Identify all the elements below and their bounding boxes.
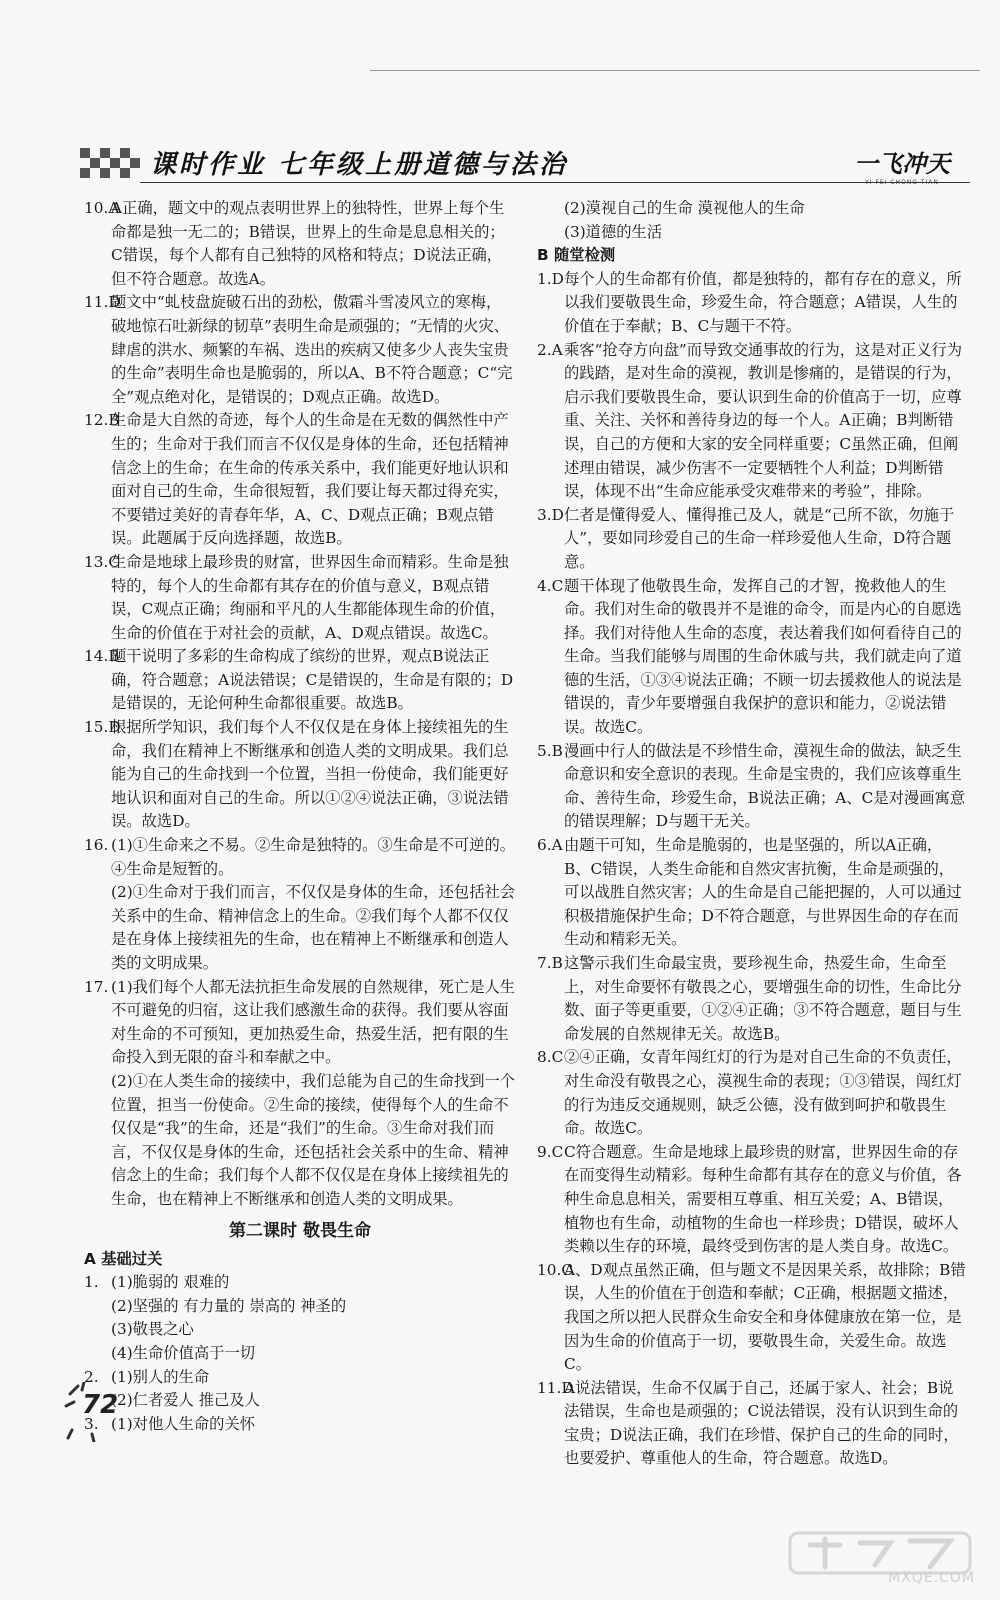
answer-number: 10.A bbox=[84, 199, 120, 217]
answer-line: (1)脆弱的 艰难的 bbox=[111, 1273, 230, 1292]
answer-item bbox=[537, 834, 967, 952]
answer-number: 7.B bbox=[537, 954, 563, 972]
answer-line: (3)敬畏之心 bbox=[111, 1320, 194, 1339]
corner-watermark-text: MXQE.COM bbox=[888, 1570, 975, 1586]
answer-number: 16. bbox=[84, 836, 109, 855]
answer-line: (1)别人的生命 bbox=[111, 1367, 210, 1386]
answer-item bbox=[84, 291, 516, 409]
answer-item bbox=[537, 952, 967, 1046]
answer-text: 仁者是懂得爱人、懂得推己及人，就是“己所不欲，勿施于人”，要如同珍爱自己的生命一样珍爱他人生命，D符合题意。 bbox=[564, 505, 955, 571]
answer-number: 15.D bbox=[84, 718, 121, 737]
answer-item bbox=[537, 268, 967, 339]
answer-item bbox=[84, 409, 516, 551]
right-column bbox=[537, 197, 967, 1471]
answer-text: 题文中“虬枝盘旋破石出的劲松，傲霜斗雪凌风立的寒梅，破地惊石吐新绿的韧草”表明生命是顽强的；“无情的火灾、肆虐的洪水、频繁的车祸、迭出的疾病又使多少人丧失宝贵的生命”表明生命也是脆弱的，所以A、B不符合题意；C“完全”观点绝对化，是错误的；D观点正确。故选D。 bbox=[111, 293, 513, 406]
answer-text: 漫画中行人的做法是不珍惜生命，漠视生命的做法，缺乏生命意识和安全意识的表现。生命是宝贵的，我们应该尊重生命、善待生命，珍爱生命，B说法正确；A、C是对漫画寓意的错误理解；D与题干无关。 bbox=[564, 741, 966, 831]
subsection-a-title: A 基础过关 bbox=[84, 1249, 163, 1268]
answer-item bbox=[84, 645, 516, 716]
continued-line: (3)道德的生活 bbox=[564, 222, 663, 241]
answer-number: 11.D bbox=[84, 293, 121, 312]
answer-item bbox=[537, 339, 967, 504]
brand-logo bbox=[854, 144, 950, 186]
answer-item bbox=[537, 740, 967, 834]
page-number: 72 bbox=[82, 1390, 119, 1420]
answer-text: 生命是地球上最珍贵的财富，世界因生命而精彩。生命是独特的，每个人的生命都有其存在的价值与意义，B观点错误，C观点正确；绚丽和平凡的人生都能体现生命的价值，生命的价值在于对社会的贡献，A、D观点错误。故选C。 bbox=[111, 552, 509, 642]
left-answer-list bbox=[84, 197, 516, 834]
answer-text: A、D观点虽然正确，但与题文不是因果关系，故排除；B错误，人生的价值在于创造和奉献；C正确，根据题文描述，我国之所以把人民群众生命安全和身体健康放在第一位，是因为生命的价值高于一切，要敬畏生命，关爱生命。故选C。 bbox=[564, 1260, 966, 1374]
answer-number: 13.C bbox=[84, 552, 121, 571]
answer-text: A说法错误，生命不仅属于自己，还属于家人、社会；B说法错误，生命也是顽强的；C说法错误，没有认识到生命的宝贵；D说法正确，我们在珍惜、保护自己的生命的同时，也要爱护、尊重他人的生命，符合题意。故选D。 bbox=[564, 1378, 959, 1468]
answer-16-part-1: (1)①生命来之不易。②生命是独特的。③生命是不可逆的。④生命是短暂的。 bbox=[111, 836, 516, 878]
answer-item bbox=[537, 1141, 967, 1259]
answer-text: 乘客“抢夺方向盘”而导致交通事故的行为，这是对正义行为的践踏，是对生命的漠视，教训是惨痛的，是错误的行为，启示我们要敬畏生命，要认识到生命的价值高于一切，应尊重、关注、关怀和善待身边的每一个人。A正确；B判断错误，自己的方便和大家的安全同样重要；C虽然正确，但阐述理由错误，减少伤害不一定要牺牲个人利益；D判断错误，体现不出“生命应能承受灾难带来的考验”，排除。 bbox=[564, 340, 963, 501]
answer-item-16 bbox=[84, 834, 516, 976]
answer-number: 4.C bbox=[537, 576, 564, 595]
answer-text: 由题干可知，生命是脆弱的，也是坚强的，所以A正确，B、C错误，人类生命能和自然灾害抗衡，生命是顽强的，可以战胜自然灾害；人的生命是自己能把握的，人可以通过积极措施保护生命；D不符合题意，与世界因生命的存在而生动和精彩无关。 bbox=[564, 836, 962, 949]
answer-text: 题干体现了他敬畏生命，发挥自己的才智，挽救他人的生命。我们对生命的敬畏并不是谁的命令，而是内心的自愿选择。我们对待他人生命的态度，表达着我们如何看待自己的生命。当我们能够与周围的生命休戚与共，我们就走向了道德的生活，①③④说法正确；不顾一切去援救他人的说法是错误的，青少年要增强自我保护的意识和能力，②说法错误。故选C。 bbox=[564, 576, 962, 737]
answer-number: 3.D bbox=[537, 505, 564, 524]
answer-line: (4)生命价值高于一切 bbox=[111, 1343, 256, 1362]
answer-number: 14.B bbox=[84, 647, 120, 666]
answer-line: (2)坚强的 有力量的 崇高的 神圣的 bbox=[111, 1296, 347, 1315]
answer-number: 1. bbox=[84, 1273, 99, 1292]
answer-number: 11.D bbox=[537, 1378, 574, 1397]
answer-number: 5.B bbox=[537, 741, 563, 760]
answer-number: 17. bbox=[84, 977, 109, 996]
basic-answer-list bbox=[84, 1271, 516, 1436]
answer-item bbox=[84, 716, 516, 834]
basic-answer-item bbox=[84, 1366, 516, 1413]
answer-text: C符合题意。生命是地球上最珍贵的财富，世界因生命的存在而变得生动精彩。每种生命都有其存在的意义与价值，各种生命息息相关，需要相互尊重、相互关爱；A、B错误，植物也有生命，动植物的生命也一样珍贵；D错误，破坏人类赖以生存的环境，最终受到伤害的是人类自身。故选C。 bbox=[564, 1142, 962, 1256]
answer-number: 6.A bbox=[537, 836, 563, 855]
right-answer-list bbox=[537, 268, 967, 1471]
answer-text: 每个人的生命都有价值，都是独特的，都有存在的意义，所以我们要敬畏生命，珍爱生命，符合题意；A错误，人生的价值在于奉献；B、C与题干不符。 bbox=[564, 269, 962, 335]
brand-subtitle: YI FEI CHONG TIAN bbox=[865, 179, 939, 186]
continued-line: (2)漠视自己的生命 漠视他人的生命 bbox=[564, 199, 805, 217]
answer-number: 9.C bbox=[537, 1142, 564, 1161]
answer-number: 3. bbox=[84, 1414, 99, 1433]
basic-answer-item bbox=[84, 1413, 516, 1437]
answer-number: 2.A bbox=[537, 340, 563, 359]
answer-text: ②④正确，女青年闯红灯的行为是对自己生命的不负责任，对生命没有敬畏之心，漠视生命的表现；①③错误，闯红灯的行为违反交通规则，缺乏公德，没有做到呵护和敬畏生命。故选C。 bbox=[564, 1048, 962, 1138]
answer-number: 12.B bbox=[84, 411, 120, 430]
brand-name: 一飞冲天 bbox=[854, 150, 950, 178]
answer-line: (1)对他人生命的关怀 bbox=[111, 1414, 256, 1433]
answer-number: 10.C bbox=[537, 1260, 574, 1279]
basic-answer-item bbox=[84, 1271, 516, 1365]
subsection-b-title: B 随堂检测 bbox=[537, 246, 616, 265]
answer-text: 根据所学知识，我们每个人不仅仅是在身体上接续祖先的生命，我们在精神上不断继承和创造人类的文明成果。我们总能为自己的生命找到一个位置，当担一份使命，我们能更好地认识和面对自己的生命。所以①②④说法正确，③说法错误。故选D。 bbox=[111, 718, 509, 831]
answer-number: 2. bbox=[84, 1367, 99, 1386]
checker-decoration bbox=[80, 148, 140, 184]
answer-text: 这警示我们生命最宝贵，要珍视生命，热爱生命，生命至上，对生命要怀有敬畏之心，要增强生命的切性，生命比分数、面子等更重要，①②④正确；③不符合题意，题目与生命发展的自然规律无关。故选B。 bbox=[564, 954, 962, 1043]
answer-item bbox=[537, 504, 967, 575]
answer-item bbox=[537, 1259, 967, 1377]
left-column bbox=[84, 197, 516, 1436]
answer-line: (2)仁者爱人 推己及人 bbox=[111, 1391, 260, 1410]
section-title: 第二课时 敬畏生命 bbox=[229, 1220, 371, 1241]
answer-17-part-2: (2)①在人类生命的接续中，我们总能为自己的生命找到一个位置，担当一份使命。②生命的接续，使得每个人的生命不仅仅是“我”的生命，还是“我们”的生命。③生命对我们而言，不仅仅是身体的生命，还包括社会关系中的生命、精神信念上的生命；我们每个人都不仅仅是在身体上接续祖先的生命，也在精神上不断继承和创造人类的文明成果。 bbox=[111, 1071, 516, 1208]
header-rule bbox=[140, 182, 970, 183]
answer-item bbox=[537, 1377, 967, 1471]
answer-17-part-1: (1)我们每个人都无法抗拒生命发展的自然规律，死亡是人生不可避免的归宿，这让我们感激生命的获得。我们要从容面对生命的不可预知，更加热爱生命，热爱生活，把有限的生命投入到无限的奋斗和奉献之中。 bbox=[111, 977, 516, 1067]
page-header bbox=[80, 140, 970, 188]
answer-number: 1.D bbox=[537, 269, 564, 288]
answer-text: 题干说明了多彩的生命构成了缤纷的世界，观点B说法正确，符合题意；A说法错误；C是错误的，生命是有限的；D是错误的，无论何种生命都很重要。故选B。 bbox=[111, 647, 514, 713]
header-title: 课时作业 七年级上册道德与法治 bbox=[150, 150, 569, 180]
top-rule bbox=[370, 70, 980, 71]
answer-text: 生命是大自然的奇迹，每个人的生命是在无数的偶然性中产生的；生命对于我们而言不仅仅是身体的生命，还包括精神信念上的生命；在生命的传承关系中，我们能更好地认识和面对自己的生命，生命很短暂，我们要让每天都过得充实，不要错过美好的青春年华，A、C、D观点正确；B观点错误。此题属于反向选择题，故选B。 bbox=[111, 411, 509, 548]
answer-number: 8.C bbox=[537, 1048, 564, 1067]
answer-item bbox=[84, 197, 516, 291]
answer-text: A正确，题文中的观点表明世界上的独特性，世界上每个生命都是独一无二的；B错误，世界上的生命是息息相关的；C错误，每个人都有自己独特的风格和特点；D说法正确，但不符合题意。故选A。 bbox=[111, 199, 505, 288]
answer-item bbox=[84, 551, 516, 645]
answer-item bbox=[537, 575, 967, 740]
answer-item-17 bbox=[84, 976, 516, 1212]
answer-16-part-2: (2)①生命对于我们而言，不仅仅是身体的生命，还包括社会关系中的生命、精神信念上的生命。②我们每个人都不仅仅是在身体上接续祖先的生命，也在精神上不断继承和创造人类的文明成果。 bbox=[111, 883, 516, 972]
answer-item bbox=[537, 1046, 967, 1140]
